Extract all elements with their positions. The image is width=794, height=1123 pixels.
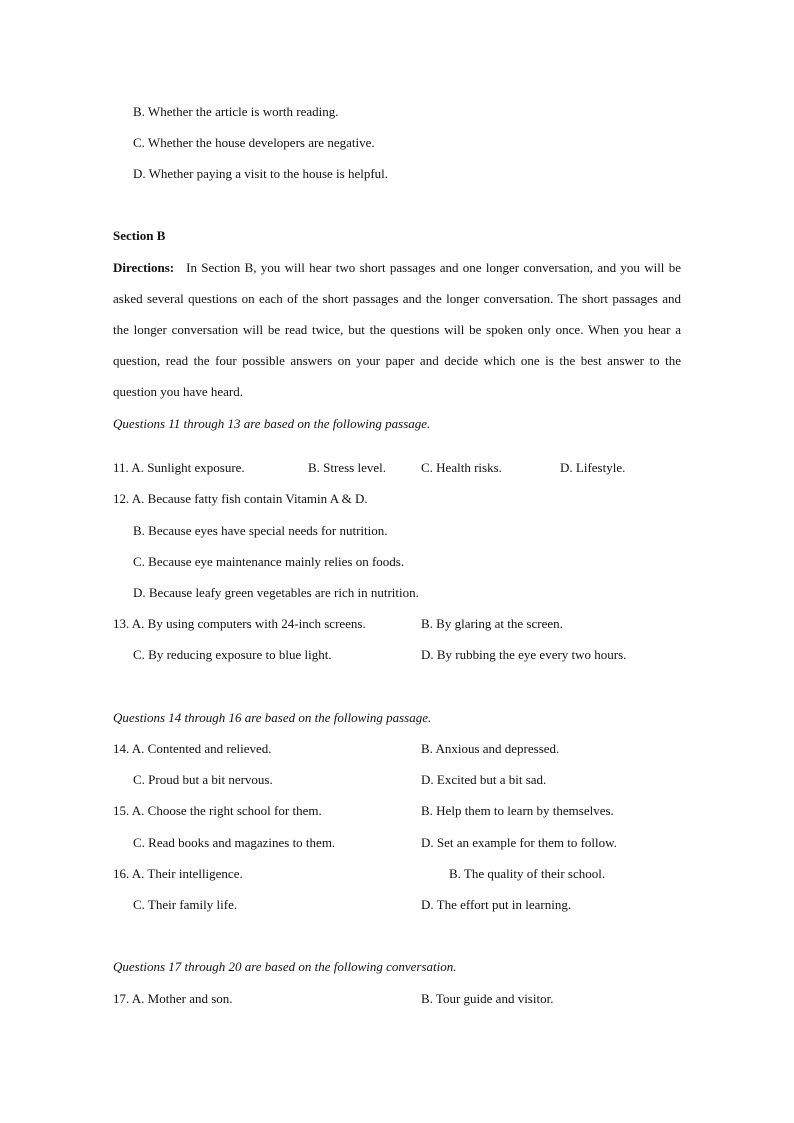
group-intro-17-20: Questions 17 through 20 are based on the following conversation. (113, 959, 457, 974)
q14-option-d: D. Excited but a bit sad. (421, 772, 547, 787)
option-prev-d: D. Whether paying a visit to the house is helpful. (133, 166, 389, 181)
q15-option-b: B. Help them to learn by themselves. (421, 803, 614, 818)
q16-option-b: B. The quality of their school. (449, 866, 606, 881)
q15-option-c: C. Read books and magazines to them. (133, 835, 336, 850)
q16-option-c: C. Their family life. (133, 897, 238, 912)
q12-option-d: D. Because leafy green vegetables are rich in nutrition. (133, 585, 419, 600)
q14-option-b: B. Anxious and depressed. (421, 741, 560, 756)
directions-text: In Section B, you will hear two short passages and one longer conversation, and you will be asked several questions on each of the short passages and the longer conversation. The short passages and the longer conversation will be read twice, but the questions will be spoken only once. When you hear a question, read the four possible answers on your paper and decide which one is the best answer to the question you have heard. (113, 260, 681, 399)
option-prev-c: C. Whether the house developers are negative. (133, 135, 375, 150)
group-intro-11-13: Questions 11 through 13 are based on the following passage. (113, 416, 431, 431)
q11-option-a: 11. A. Sunlight exposure. (113, 460, 245, 475)
q17-option-a: 17. A. Mother and son. (113, 991, 233, 1006)
q15-option-a: 15. A. Choose the right school for them. (113, 803, 322, 818)
q14-option-a: 14. A. Contented and relieved. (113, 741, 272, 756)
q12-option-b: B. Because eyes have special needs for nutrition. (133, 523, 388, 538)
directions-label: Directions: (113, 260, 175, 275)
q17-option-b: B. Tour guide and visitor. (421, 991, 554, 1006)
q11-option-c: C. Health risks. (421, 460, 502, 475)
option-prev-b: B. Whether the article is worth reading. (133, 104, 339, 119)
q12-option-a: 12. A. Because fatty fish contain Vitamin A & D. (113, 491, 368, 506)
directions-paragraph (113, 252, 681, 407)
q16-option-d: D. The effort put in learning. (421, 897, 572, 912)
section-heading: Section B (113, 228, 166, 243)
q11-option-d: D. Lifestyle. (560, 460, 626, 475)
group-intro-14-16: Questions 14 through 16 are based on the following passage. (113, 710, 432, 725)
q14-option-c: C. Proud but a bit nervous. (133, 772, 273, 787)
q16-option-a: 16. A. Their intelligence. (113, 866, 243, 881)
q12-option-c: C. Because eye maintenance mainly relies on foods. (133, 554, 405, 569)
q13-option-b: B. By glaring at the screen. (421, 616, 563, 631)
q13-option-c: C. By reducing exposure to blue light. (133, 647, 332, 662)
q15-option-d: D. Set an example for them to follow. (421, 835, 617, 850)
q13-option-d: D. By rubbing the eye every two hours. (421, 647, 627, 662)
q11-option-b: B. Stress level. (308, 460, 386, 475)
q13-option-a: 13. A. By using computers with 24-inch screens. (113, 616, 366, 631)
